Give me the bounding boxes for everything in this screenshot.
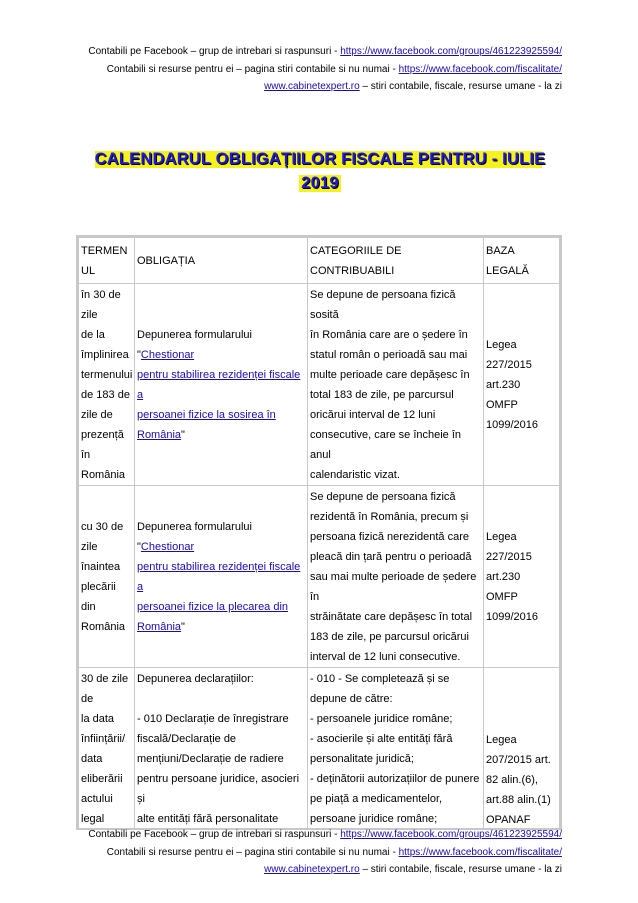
- row2-baza: Legea 227/2015 art.230 OMFP 1099/2016: [484, 486, 560, 668]
- footer-line-1: [0, 826, 562, 844]
- facebook-group-link[interactable]: https://www.facebook.com/groups/461223925594/: [340, 46, 562, 57]
- obligations-table: [76, 235, 562, 830]
- footer-text-2: Contabili si resurse pentru ei – pagina stiri contabile si nu numai -: [106, 846, 399, 858]
- row2-termen: cu 30 de zile înaintea plecării din România: [79, 486, 135, 668]
- row3-obligatia: Depunerea declarațiilor: - 010 Declarație de înregistrare fiscală/Declarație de mențiuni/Declarație de radiere pentru persoane juridice, asocieri și alte entități fără personalitate: [135, 668, 308, 831]
- footer-text-1: Contabili pe Facebook – grup de intrebari si raspunsuri -: [88, 829, 341, 840]
- header-baza-legala: BAZA LEGALĂ: [484, 238, 560, 284]
- chestionar-sosire-link-3[interactable]: persoanei fizice la sosirea în: [137, 409, 276, 421]
- chestionar-plecare-link-3[interactable]: persoanei fizice la plecarea din: [137, 601, 289, 613]
- table-row: [79, 668, 560, 831]
- row1-obligatia: Depunerea formularului "Chestionar pentru stabilirea rezidenței fiscale a persoanei fizice la sosirea în România": [135, 284, 308, 486]
- table-row: [79, 486, 560, 668]
- footer-line-3: [0, 861, 562, 879]
- header-line-2: [0, 61, 562, 79]
- table-header-row: [79, 238, 560, 284]
- facebook-page-link[interactable]: https://www.facebook.com/fiscalitate/: [398, 63, 562, 75]
- footer-text-3: – stiri contabile, fiscale, resurse umane - la zi: [359, 864, 562, 875]
- title-line-1: CALENDARUL OBLIGAȚIILOR FISCALE PENTRU - IULIE: [94, 150, 546, 168]
- footer-facebook-page-link[interactable]: https://www.facebook.com/fiscalitate/: [398, 846, 562, 858]
- chestionar-sosire-link[interactable]: Chestionar: [140, 349, 195, 361]
- footer-line-2: [0, 844, 562, 862]
- chestionar-plecare-link-2[interactable]: pentru stabilirea rezidenței fiscale a: [137, 561, 301, 593]
- header-text-2: Contabili si resurse pentru ei – pagina stiri contabile si nu numai -: [106, 63, 399, 75]
- header-text-3: – stiri contabile, fiscale, resurse umane - la zi: [359, 81, 562, 92]
- footer-facebook-group-link[interactable]: https://www.facebook.com/groups/461223925594/: [340, 829, 562, 840]
- page-footer: [0, 826, 562, 879]
- chestionar-sosire-link-2[interactable]: pentru stabilirea rezidenței fiscale a: [137, 369, 301, 401]
- chestionar-plecare-link-4[interactable]: România: [137, 621, 182, 633]
- row1-categorii: Se depune de persoana fizică sosită în România care are o ședere în statul român o perioadă sau mai multe perioade care depășesc în total 183 de zile, pe parcursul oricărui interval de 12 luni consecutive, care se încheie în anul calendaristic vizat.: [308, 284, 484, 486]
- row3-categorii: - 010 - Se completează și se depune de către: - persoanele juridice române; - asocierile și alte entități fără personalitate juridică; - deținătorii autorizațiilor de punere pe piață a medicamentelor, persoane juridice române;: [308, 668, 484, 831]
- page-header: [0, 43, 562, 96]
- table-row: [79, 284, 560, 486]
- row3-termen: 30 de zile de la data înființării/ data eliberării actului legal: [79, 668, 135, 831]
- chestionar-sosire-link-4[interactable]: România: [137, 429, 182, 441]
- row2-obligatia: Depunerea formularului "Chestionar pentru stabilirea rezidenței fiscale a persoanei fizice la plecarea din România": [135, 486, 308, 668]
- row1-baza: Legea 227/2015 art.230 OMFP 1099/2016: [484, 284, 560, 486]
- row1-termen: în 30 de zile de la împlinirea termenului de 183 de zile de prezență în România: [79, 284, 135, 486]
- row2-categorii: Se depune de persoana fizică rezidentă în România, precum și persoana fizică nerezidentă care pleacă din țară pentru o perioadă sau mai multe perioade de ședere în străinătate care depășesc în total 183 de zile, pe parcursul oricărui interval de 12 luni consecutive.: [308, 486, 484, 668]
- cabinetexpert-link[interactable]: www.cabinetexpert.ro: [264, 81, 360, 92]
- header-obligatia: OBLIGAȚIA: [135, 238, 308, 284]
- footer-cabinetexpert-link[interactable]: www.cabinetexpert.ro: [264, 864, 360, 875]
- header-text-1: Contabili pe Facebook – grup de intrebari si raspunsuri -: [88, 46, 341, 57]
- title-line-2: 2019: [301, 174, 339, 192]
- header-categorii: CATEGORIILE DE CONTRIBUABILI: [308, 238, 484, 284]
- page-title: [60, 147, 580, 195]
- header-line-1: [0, 43, 562, 61]
- header-line-3: [0, 78, 562, 96]
- chestionar-plecare-link[interactable]: Chestionar: [140, 541, 195, 553]
- row3-baza: Legea 207/2015 art. 82 alin.(6), art.88 alin.(1) OPANAF: [484, 668, 560, 831]
- header-termenul: TERMENUL: [79, 238, 135, 284]
